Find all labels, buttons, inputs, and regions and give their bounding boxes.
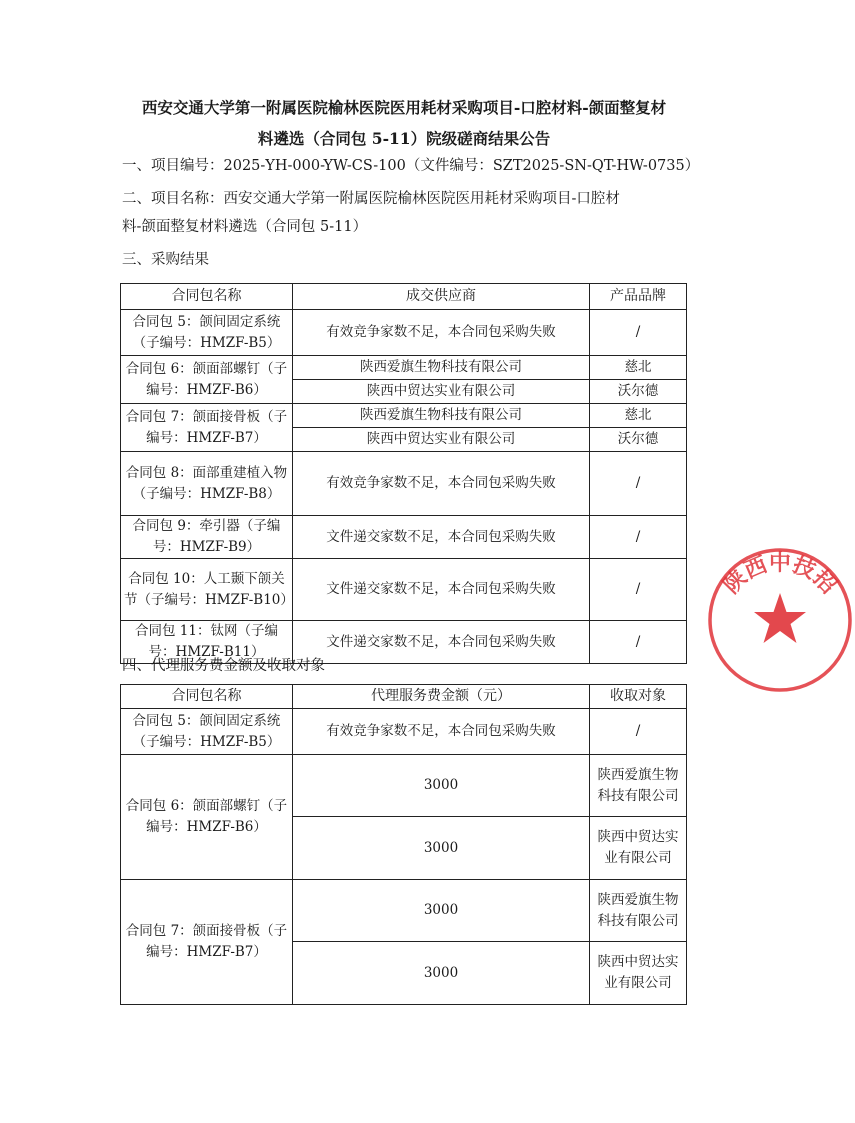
fee-fee-cell: 3000 — [293, 817, 590, 880]
project-number: 一、项目编号：2025-YH-000-YW-CS-100（文件编号：SZT2025-SN-QT-HW-0735） — [122, 158, 700, 174]
document-title — [118, 92, 690, 154]
fee-payer-cell: 陕西爱旗生物科技有限公司 — [590, 755, 687, 817]
results-header-supplier: 成交供应商 — [293, 284, 590, 310]
fee-package-cell: 合同包 6：颌面部螺钉（子编号：HMZF-B6） — [121, 755, 293, 880]
seal-star-icon — [754, 593, 806, 643]
results-row — [121, 356, 687, 380]
fee-header-payer: 收取对象 — [590, 685, 687, 709]
fee-header-package: 合同包名称 — [121, 685, 293, 709]
results-row — [121, 404, 687, 428]
fee-payer-cell: 陕西中贸达实业有限公司 — [590, 817, 687, 880]
fee-fee-cell: 3000 — [293, 755, 590, 817]
official-seal — [705, 545, 855, 695]
fee-package-cell: 合同包 7：颌面接骨板（子编号：HMZF-B7） — [121, 880, 293, 1005]
results-header-package: 合同包名称 — [121, 284, 293, 310]
section-results-heading: 三、采购结果 — [122, 252, 209, 268]
fee-fee-cell: 有效竞争家数不足，本合同包采购失败 — [293, 709, 590, 755]
results-package-cell: 合同包 7：颌面接骨板（子编号：HMZF-B7） — [121, 404, 293, 452]
title-line-2: 料遴选（合同包 5-11）院级磋商结果公告 — [257, 129, 551, 148]
results-row — [121, 452, 687, 516]
fee-package-cell: 合同包 5：颌间固定系统（子编号：HMZF-B5） — [121, 709, 293, 755]
results-supplier-cell: 文件递交家数不足，本合同包采购失败 — [293, 621, 590, 664]
results-supplier-cell: 陕西中贸达实业有限公司 — [293, 380, 590, 404]
fee-payer-cell: 陕西中贸达实业有限公司 — [590, 942, 687, 1005]
project-name-line-1: 二、项目名称：西安交通大学第一附属医院榆林医院医用耗材采购项目-口腔材 — [122, 191, 620, 207]
fee-row — [121, 880, 687, 942]
results-brand-cell: 沃尔德 — [590, 380, 687, 404]
section-fee-heading: 四、代理服务费金额及收取对象 — [122, 658, 325, 674]
fee-fee-cell: 3000 — [293, 880, 590, 942]
results-package-cell: 合同包 9：牵引器（子编号：HMZF-B9） — [121, 516, 293, 559]
title-line-1: 西安交通大学第一附属医院榆林医院医用耗材采购项目-口腔材料-颌面整复材 — [141, 98, 667, 117]
results-package-cell: 合同包 6：颌面部螺钉（子编号：HMZF-B6） — [121, 356, 293, 404]
results-brand-cell: 慈北 — [590, 356, 687, 380]
fee-row — [121, 709, 687, 755]
results-supplier-cell: 文件递交家数不足，本合同包采购失败 — [293, 559, 590, 621]
svg-text:陕西中技招 — [718, 550, 841, 599]
fee-payer-cell: / — [590, 709, 687, 755]
results-brand-cell: / — [590, 621, 687, 664]
results-table — [120, 283, 687, 664]
results-supplier-cell: 陕西中贸达实业有限公司 — [293, 428, 590, 452]
fee-header-amount: 代理服务费金额（元） — [293, 685, 590, 709]
results-brand-cell: / — [590, 452, 687, 516]
fee-payer-cell: 陕西爱旗生物科技有限公司 — [590, 880, 687, 942]
results-brand-cell: / — [590, 310, 687, 356]
results-row — [121, 310, 687, 356]
results-brand-cell: 慈北 — [590, 404, 687, 428]
fee-fee-cell: 3000 — [293, 942, 590, 1005]
seal-text: 陕西中技招 — [718, 550, 842, 599]
results-row — [121, 516, 687, 559]
results-package-cell: 合同包 11：钛网（子编号：HMZF-B11） — [121, 621, 293, 664]
results-supplier-cell: 陕西爱旗生物科技有限公司 — [293, 404, 590, 428]
results-package-cell: 合同包 8：面部重建植入物（子编号：HMZF-B8） — [121, 452, 293, 516]
results-package-cell: 合同包 10：人工颞下颌关节（子编号：HMZF-B10） — [121, 559, 293, 621]
results-supplier-cell: 陕西爱旗生物科技有限公司 — [293, 356, 590, 380]
fee-row — [121, 755, 687, 817]
results-supplier-cell: 有效竞争家数不足，本合同包采购失败 — [293, 452, 590, 516]
results-header-brand: 产品品牌 — [590, 284, 687, 310]
results-row — [121, 559, 687, 621]
results-package-cell: 合同包 5：颌间固定系统（子编号：HMZF-B5） — [121, 310, 293, 356]
fee-table — [120, 684, 687, 1005]
results-supplier-cell: 有效竞争家数不足，本合同包采购失败 — [293, 310, 590, 356]
project-name-line-2: 料-颌面整复材料遴选（合同包 5-11） — [122, 219, 368, 235]
results-supplier-cell: 文件递交家数不足，本合同包采购失败 — [293, 516, 590, 559]
results-brand-cell: / — [590, 559, 687, 621]
results-brand-cell: 沃尔德 — [590, 428, 687, 452]
results-brand-cell: / — [590, 516, 687, 559]
